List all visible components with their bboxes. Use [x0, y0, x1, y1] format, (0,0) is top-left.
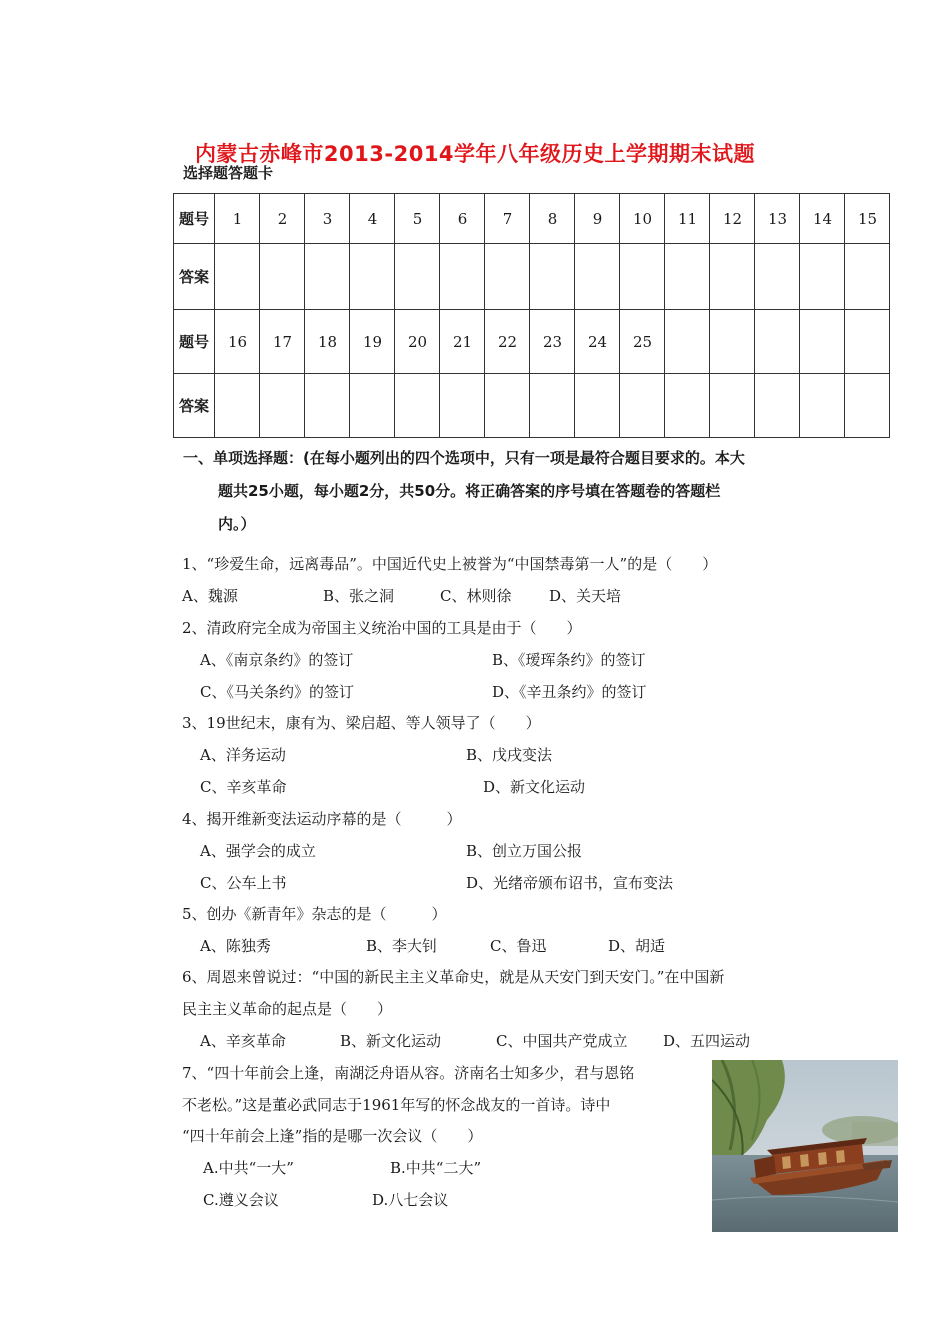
option: B、戊戌变法: [466, 746, 553, 764]
question-2: 2、清政府完全成为帝国主义统治中国的工具是由于（ ）: [182, 619, 582, 637]
question-6-line2: 民主主义革命的起点是（ ）: [182, 1000, 393, 1018]
answer-cell[interactable]: [440, 244, 485, 310]
question-5: 5、创办《新青年》杂志的是（ ）: [182, 905, 447, 923]
answer-row-2: [174, 374, 890, 438]
answer-cell[interactable]: [485, 374, 530, 438]
answer-cell[interactable]: [845, 244, 890, 310]
answer-cell[interactable]: [260, 374, 305, 438]
answer-cell[interactable]: [215, 244, 260, 310]
option: C、鲁迅: [490, 937, 547, 955]
answer-cell[interactable]: [620, 244, 665, 310]
option: D.八七会议: [372, 1191, 449, 1209]
number-cell: 3: [305, 194, 350, 244]
answer-cell[interactable]: [305, 374, 350, 438]
instruction-line: 一、单项选择题：(在每小题列出的四个选项中，只有一项是最符合题目要求的。本大: [183, 449, 745, 467]
instruction-line: 题共25小题，每小题2分，共50分。将正确答案的序号填在答题卷的答题栏: [218, 482, 721, 500]
option: B、《瑷珲条约》的签订: [492, 651, 646, 669]
question-7-line1: 7、“四十年前会上逢，南湖泛舟语从容。济南名士知多少，君与恩铭: [182, 1064, 635, 1082]
option: A、陈独秀: [200, 937, 271, 955]
number-cell: 19: [350, 310, 395, 374]
question-6-line1: 6、周恩来曾说过：“中国的新民主主义革命史，就是从天安门到天安门。”在中国新: [182, 968, 725, 986]
answer-cell[interactable]: [800, 244, 845, 310]
option: B.中共“二大”: [390, 1159, 482, 1177]
option: D、新文化运动: [483, 778, 586, 796]
red-boat-photo: [712, 1060, 898, 1232]
answer-row-label: 答案: [174, 244, 215, 310]
answer-cell[interactable]: [755, 374, 800, 438]
question-7-line3: “四十年前会上逢”指的是哪一次会议（ ）: [182, 1127, 483, 1145]
option: C、《马关条约》的签订: [200, 683, 354, 701]
answer-cell[interactable]: [665, 374, 710, 438]
number-cell: 22: [485, 310, 530, 374]
answer-cell[interactable]: [215, 374, 260, 438]
number-cell: 18: [305, 310, 350, 374]
answer-cell[interactable]: [440, 374, 485, 438]
answer-row-1: [174, 244, 890, 310]
answer-cell[interactable]: [305, 244, 350, 310]
number-cell: [845, 310, 890, 374]
number-cell: 10: [620, 194, 665, 244]
question-4: 4、揭开维新变法运动序幕的是（ ）: [182, 810, 462, 828]
answer-cell[interactable]: [485, 244, 530, 310]
number-cell: 7: [485, 194, 530, 244]
answer-cell[interactable]: [395, 244, 440, 310]
number-cell: 1: [215, 194, 260, 244]
number-row-label: 题号: [174, 310, 215, 374]
answer-cell[interactable]: [620, 374, 665, 438]
option: C、辛亥革命: [200, 778, 287, 796]
option: A、魏源: [182, 587, 238, 605]
question-3: 3、19世纪末，康有为、梁启超、等人领导了（ ）: [182, 714, 541, 732]
answer-cell[interactable]: [575, 244, 620, 310]
question-1: 1、“珍爱生命，远离毒品”。中国近代史上被誉为“中国禁毒第一人”的是（ ）: [182, 555, 718, 573]
instruction-line: 内。）: [218, 515, 256, 533]
option: C、林则徐: [440, 587, 512, 605]
number-cell: 15: [845, 194, 890, 244]
option: D、关天培: [549, 587, 622, 605]
number-cell: 23: [530, 310, 575, 374]
option: C.遵义会议: [203, 1191, 279, 1209]
number-cell: 25: [620, 310, 665, 374]
answer-row-label: 答案: [174, 374, 215, 438]
option: D、五四运动: [663, 1032, 751, 1050]
number-cell: 21: [440, 310, 485, 374]
answer-cell[interactable]: [800, 374, 845, 438]
number-cell: [665, 310, 710, 374]
number-row-2: [174, 310, 890, 374]
answer-cell[interactable]: [710, 374, 755, 438]
answer-cell[interactable]: [575, 374, 620, 438]
number-cell: 17: [260, 310, 305, 374]
option: B、张之洞: [323, 587, 395, 605]
option: C、中国共产党成立: [496, 1032, 628, 1050]
number-cell: 13: [755, 194, 800, 244]
answer-cell[interactable]: [350, 374, 395, 438]
number-cell: 11: [665, 194, 710, 244]
number-cell: 14: [800, 194, 845, 244]
option: A、《南京条约》的签订: [200, 651, 354, 669]
option: A.中共“一大”: [203, 1159, 294, 1177]
option: D、光绪帝颁布诏书，宣布变法: [466, 874, 674, 892]
answer-cell[interactable]: [530, 244, 575, 310]
option: A、辛亥革命: [200, 1032, 286, 1050]
option: A、强学会的成立: [200, 842, 316, 860]
option: A、洋务运动: [200, 746, 286, 764]
number-row-label: 题号: [174, 194, 215, 244]
number-cell: 6: [440, 194, 485, 244]
answer-cell[interactable]: [350, 244, 395, 310]
answer-cell[interactable]: [395, 374, 440, 438]
option: C、公车上书: [200, 874, 287, 892]
number-cell: [710, 310, 755, 374]
answer-cell[interactable]: [845, 374, 890, 438]
number-row-1: [174, 194, 890, 244]
section-instructions: [183, 442, 833, 541]
question-7-line2: 不老松。”这是董必武同志于1961年写的怀念战友的一首诗。诗中: [182, 1096, 611, 1114]
option: D、《辛丑条约》的签订: [492, 683, 647, 701]
answer-card-table: [173, 193, 890, 438]
number-cell: 12: [710, 194, 755, 244]
page-title: 内蒙古赤峰市2013-2014学年八年级历史上学期期末试题: [194, 142, 756, 166]
number-cell: 2: [260, 194, 305, 244]
number-cell: 20: [395, 310, 440, 374]
number-cell: 16: [215, 310, 260, 374]
number-cell: [755, 310, 800, 374]
number-cell: 9: [575, 194, 620, 244]
option: B、新文化运动: [340, 1032, 442, 1050]
number-cell: [800, 310, 845, 374]
answer-cell[interactable]: [755, 244, 800, 310]
number-cell: 5: [395, 194, 440, 244]
answer-cell[interactable]: [710, 244, 755, 310]
number-cell: 8: [530, 194, 575, 244]
number-cell: 24: [575, 310, 620, 374]
option: B、创立万国公报: [466, 842, 583, 860]
answer-card-label: 选择题答题卡: [183, 164, 274, 182]
answer-cell[interactable]: [665, 244, 710, 310]
option: B、李大钊: [366, 937, 438, 955]
answer-cell[interactable]: [260, 244, 305, 310]
option: D、胡适: [608, 937, 666, 955]
number-cell: 4: [350, 194, 395, 244]
answer-cell[interactable]: [530, 374, 575, 438]
